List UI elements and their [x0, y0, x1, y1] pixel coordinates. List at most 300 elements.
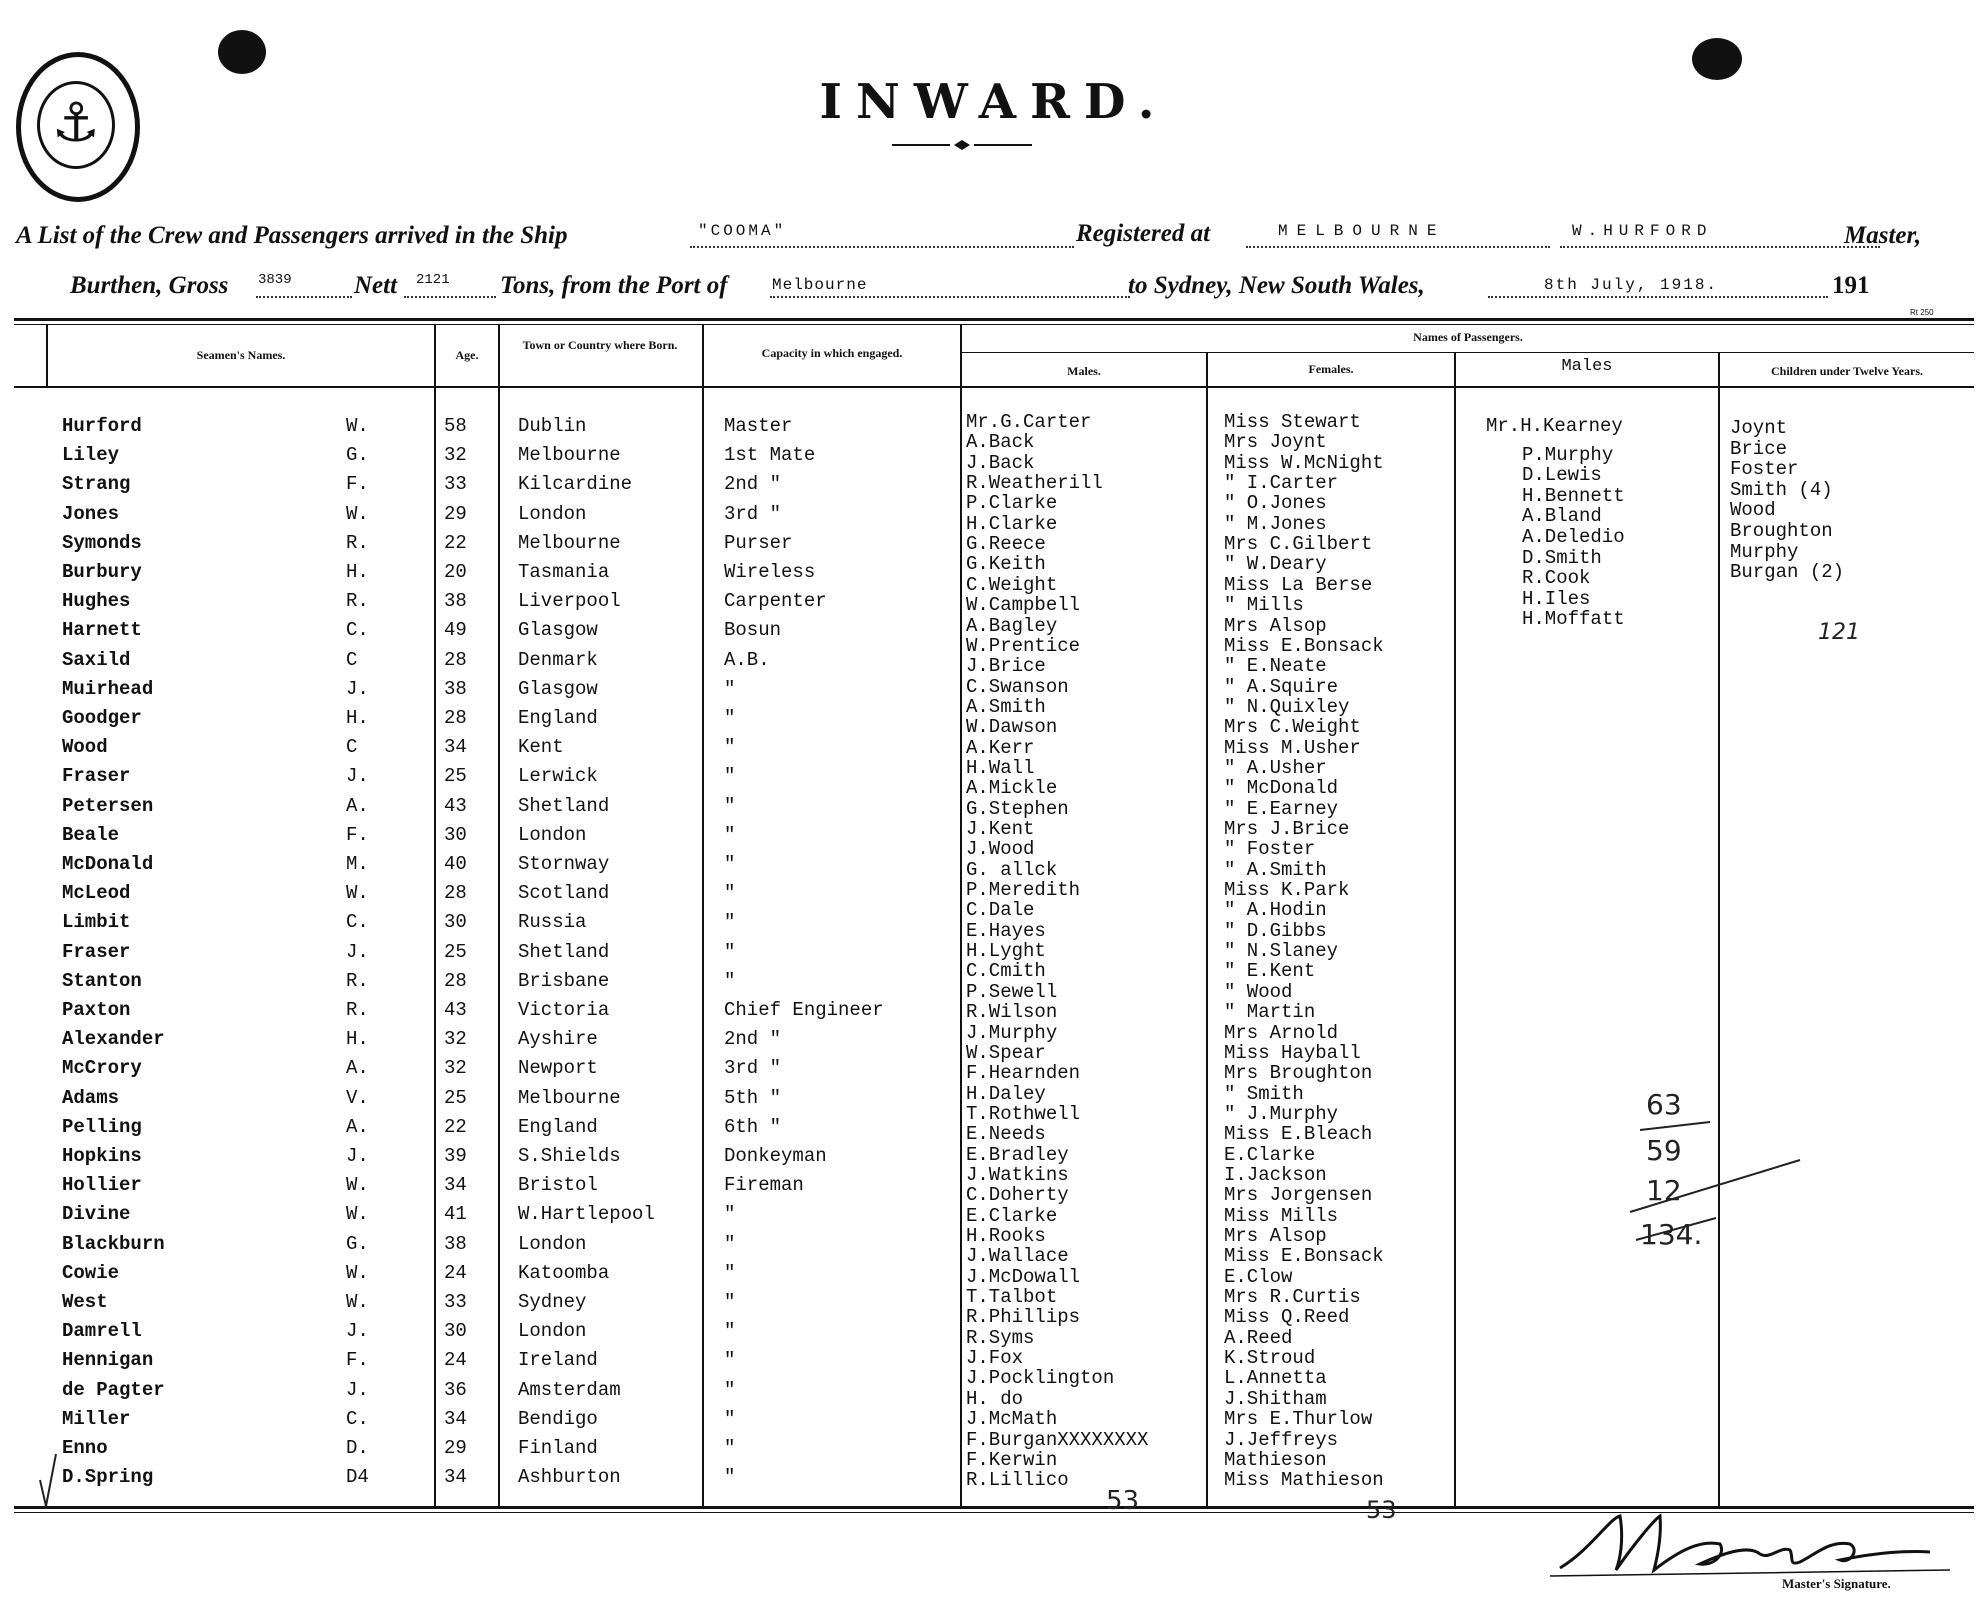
crew-capacity: ": [724, 1233, 736, 1255]
date-dotline: [1488, 296, 1828, 298]
crew-age: 49: [444, 619, 467, 641]
crew-age: 34: [444, 1174, 467, 1196]
crew-surname: Adams: [62, 1087, 120, 1109]
female-passenger: Miss E.Bleach: [1224, 1123, 1373, 1145]
crew-age: 43: [444, 795, 467, 817]
crew-initial: F.: [346, 824, 369, 846]
col-head-males-2: Males: [1561, 357, 1613, 376]
crew-initial: R.: [346, 590, 369, 612]
crew-surname: McLeod: [62, 882, 131, 904]
crew-capacity: 2nd ": [724, 1028, 782, 1050]
crew-surname: Harnett: [62, 619, 142, 641]
crew-birthplace: England: [518, 707, 598, 729]
crew-age: 25: [444, 1087, 467, 1109]
female-passenger: " Foster: [1224, 838, 1316, 860]
crew-surname: de Pagter: [62, 1379, 165, 1401]
male-passenger: J.Wallace: [966, 1245, 1069, 1267]
child-name: Joynt: [1730, 417, 1788, 439]
crew-birthplace: Ireland: [518, 1349, 598, 1371]
crew-birthplace: Lerwick: [518, 765, 598, 787]
male-passenger: C.Doherty: [966, 1184, 1069, 1206]
crew-birthplace: Shetland: [518, 795, 610, 817]
male-passenger: C.Dale: [966, 899, 1035, 921]
crew-birthplace: Bendigo: [518, 1408, 598, 1430]
crew-capacity: ": [724, 1320, 736, 1342]
female-passenger: Miss E.Bonsack: [1224, 1245, 1384, 1267]
gross-tonnage: 3839: [258, 272, 292, 288]
crew-age: 29: [444, 503, 467, 525]
crew-age: 36: [444, 1379, 467, 1401]
female-passenger: " N.Quixley: [1224, 696, 1350, 718]
crew-age: 28: [444, 970, 467, 992]
male-passenger-2: R.Cook: [1522, 567, 1591, 589]
crew-capacity: ": [724, 853, 736, 875]
crew-age: 28: [444, 707, 467, 729]
male-passenger: J.McDowall: [966, 1266, 1081, 1288]
crew-birthplace: Glasgow: [518, 619, 598, 641]
crew-capacity: ": [724, 795, 736, 817]
header-tons-text: Tons, from the Port of: [500, 272, 728, 299]
nett-tonnage: 2121: [416, 272, 450, 288]
crew-initial: W.: [346, 1262, 369, 1284]
master-signature-image: [1550, 1510, 1950, 1580]
crew-capacity: ": [724, 824, 736, 846]
crew-capacity: 2nd ": [724, 473, 782, 495]
male-passenger: F.BurganXXXXXXXX: [966, 1429, 1149, 1451]
crew-capacity: ": [724, 970, 736, 992]
crew-surname: Wood: [62, 736, 108, 758]
female-passenger: K.Stroud: [1224, 1347, 1316, 1369]
child-name: Brice: [1730, 438, 1788, 460]
crew-birthplace: London: [518, 824, 587, 846]
col-divider-3: [702, 324, 704, 1509]
crew-age: 25: [444, 765, 467, 787]
tally-12: 12: [1646, 1174, 1682, 1207]
crew-age: 20: [444, 561, 467, 583]
crew-birthplace: Denmark: [518, 649, 598, 671]
male-passenger: T.Rothwell: [966, 1103, 1081, 1125]
female-passenger: " W.Deary: [1224, 553, 1327, 575]
crew-capacity: Fireman: [724, 1174, 804, 1196]
male-passenger: W.Dawson: [966, 716, 1058, 738]
crew-age: 30: [444, 1320, 467, 1342]
tally-59: 59: [1646, 1134, 1682, 1167]
crew-initial: C.: [346, 619, 369, 641]
crew-surname: Strang: [62, 473, 131, 495]
col-divider-2: [498, 324, 500, 1509]
female-passenger: " D.Gibbs: [1224, 920, 1327, 942]
crew-birthplace: Newport: [518, 1057, 598, 1079]
male-passenger: H. do: [966, 1388, 1024, 1410]
header-registered-text: Registered at: [1076, 220, 1211, 247]
crew-birthplace: W.Hartlepool: [518, 1203, 655, 1225]
male-passenger: J.Watkins: [966, 1164, 1069, 1186]
male-passenger: C.Cmith: [966, 960, 1046, 982]
crew-age: 30: [444, 911, 467, 933]
crew-birthplace: Russia: [518, 911, 587, 933]
crew-initial: C: [346, 736, 358, 758]
male-passenger: R.Wilson: [966, 1001, 1058, 1023]
male-passenger: E.Clarke: [966, 1205, 1058, 1227]
crew-age: 32: [444, 444, 467, 466]
col-head-age: Age.: [455, 348, 479, 362]
crew-capacity: ": [724, 1466, 736, 1488]
crew-initial: W.: [346, 1203, 369, 1225]
male-passenger: H.Daley: [966, 1083, 1046, 1105]
female-passenger: Mrs R.Curtis: [1224, 1286, 1361, 1308]
ship-dotline: [690, 246, 1074, 248]
crew-surname: Limbit: [62, 911, 131, 933]
count-males-note: 53: [1106, 1486, 1140, 1516]
child-name: Burgan (2): [1730, 561, 1845, 583]
crew-initial: J.: [346, 1145, 369, 1167]
crew-age: 29: [444, 1437, 467, 1459]
male-passenger: J.Brice: [966, 655, 1046, 677]
crew-age: 43: [444, 999, 467, 1021]
crew-surname: Petersen: [62, 795, 154, 817]
male-passenger: J.Fox: [966, 1347, 1024, 1369]
crew-initial: W.: [346, 1291, 369, 1313]
crew-age: 41: [444, 1203, 467, 1225]
female-passenger: " Martin: [1224, 1001, 1316, 1023]
crew-age: 32: [444, 1028, 467, 1050]
female-passenger: Mathieson: [1224, 1449, 1327, 1471]
female-passenger: Miss M.Usher: [1224, 737, 1361, 759]
female-passenger: Mrs Jorgensen: [1224, 1184, 1373, 1206]
crew-initial: R.: [346, 999, 369, 1021]
title-ornament: [892, 140, 1032, 150]
crew-capacity: 3rd ": [724, 503, 782, 525]
header-list-text: A List of the Crew and Passengers arrived in the Ship: [16, 222, 568, 249]
female-passenger: " E.Neate: [1224, 655, 1327, 677]
crew-initial: H.: [346, 1028, 369, 1050]
crew-age: 24: [444, 1262, 467, 1284]
male-passenger: H.Clarke: [966, 513, 1058, 535]
female-passenger: Mrs Alsop: [1224, 1225, 1327, 1247]
header-nett-text: Nett: [354, 272, 398, 299]
crew-initial: A.: [346, 1057, 369, 1079]
crew-surname: Burbury: [62, 561, 142, 583]
col-head-passengers: Names of Passengers.: [1413, 330, 1523, 344]
male-passenger: P.Sewell: [966, 981, 1058, 1003]
crew-capacity: ": [724, 1291, 736, 1313]
crew-initial: G.: [346, 444, 369, 466]
crew-capacity: ": [724, 941, 736, 963]
female-passenger: E.Clow: [1224, 1266, 1293, 1288]
crew-birthplace: Shetland: [518, 941, 610, 963]
passengers-subhead-rule: [962, 352, 1974, 353]
female-passenger: " I.Carter: [1224, 472, 1339, 494]
crew-initial: F.: [346, 473, 369, 495]
crew-initial: J.: [346, 1379, 369, 1401]
crew-initial: J.: [346, 1320, 369, 1342]
crew-surname: Paxton: [62, 999, 131, 1021]
female-passenger: " A.Smith: [1224, 859, 1327, 881]
male-passenger: F.Hearnden: [966, 1062, 1081, 1084]
master-name: W.HURFORD: [1572, 222, 1713, 240]
col-divider-7: [1718, 352, 1720, 1509]
crew-age: 34: [444, 736, 467, 758]
male-passenger-2: A.Deledio: [1522, 526, 1625, 548]
female-passenger: Mrs C.Weight: [1224, 716, 1361, 738]
female-passenger: " A.Usher: [1224, 757, 1327, 779]
crew-surname: Liley: [62, 444, 120, 466]
header-burthen-text: Burthen, Gross: [70, 272, 229, 299]
child-name: Wood: [1730, 499, 1776, 521]
male-passenger: C.Swanson: [966, 676, 1069, 698]
crew-birthplace: Kent: [518, 736, 564, 758]
female-passenger: " A.Squire: [1224, 676, 1339, 698]
crew-capacity: ": [724, 1408, 736, 1430]
crew-surname: Hughes: [62, 590, 131, 612]
male-passenger: J.Pocklington: [966, 1367, 1115, 1389]
crew-birthplace: Tasmania: [518, 561, 610, 583]
departure-port: Melbourne: [772, 276, 868, 294]
female-passenger: I.Jackson: [1224, 1164, 1327, 1186]
crew-surname: Jones: [62, 503, 120, 525]
male-passenger: J.Wood: [966, 838, 1035, 860]
crew-initial: V.: [346, 1087, 369, 1109]
female-passenger: " Wood: [1224, 981, 1293, 1003]
crew-birthplace: Melbourne: [518, 532, 621, 554]
crew-surname: Alexander: [62, 1028, 165, 1050]
male-passenger: E.Needs: [966, 1123, 1046, 1145]
crew-birthplace: London: [518, 1233, 587, 1255]
col-head-females: Females.: [1308, 362, 1354, 376]
crew-capacity: 5th ": [724, 1087, 782, 1109]
col-head-males: Males.: [1067, 364, 1101, 378]
male-passenger-2: H.Iles: [1522, 588, 1591, 610]
male-passenger: H.Lyght: [966, 940, 1046, 962]
male-passenger: W.Prentice: [966, 635, 1081, 657]
crew-birthplace: Bristol: [518, 1174, 598, 1196]
crew-surname: Cowie: [62, 1262, 120, 1284]
tally-63: 63: [1646, 1088, 1682, 1121]
crew-age: 33: [444, 1291, 467, 1313]
crew-surname: West: [62, 1291, 108, 1313]
crew-birthplace: Dublin: [518, 415, 587, 437]
checkmark-icon: [36, 1450, 60, 1510]
child-name: Smith (4): [1730, 479, 1833, 501]
male-passenger: P.Clarke: [966, 492, 1058, 514]
female-passenger: " E.Earney: [1224, 798, 1339, 820]
crew-capacity: ": [724, 678, 736, 700]
male-passenger: F.Kerwin: [966, 1449, 1058, 1471]
crew-surname: Hollier: [62, 1174, 142, 1196]
female-passenger: Miss Mathieson: [1224, 1469, 1384, 1491]
male-passenger: H.Wall: [966, 757, 1035, 779]
female-passenger: L.Annetta: [1224, 1367, 1327, 1389]
crew-capacity: ": [724, 1349, 736, 1371]
crew-birthplace: England: [518, 1116, 598, 1138]
male-passenger: R.Lillico: [966, 1469, 1069, 1491]
crew-initial: A.: [346, 1116, 369, 1138]
crew-surname: Hennigan: [62, 1349, 154, 1371]
tally-134: 134.: [1640, 1218, 1703, 1251]
crew-initial: H.: [346, 707, 369, 729]
count-females-note: 53: [1366, 1496, 1397, 1524]
crew-capacity: Bosun: [724, 619, 782, 641]
female-passenger: Miss Hayball: [1224, 1042, 1361, 1064]
crew-capacity: Chief Engineer: [724, 999, 884, 1021]
female-passenger: Miss W.McNight: [1224, 452, 1384, 474]
male-passenger: R.Weatherill: [966, 472, 1103, 494]
male-passenger: W.Campbell: [966, 594, 1081, 616]
crew-age: 34: [444, 1408, 467, 1430]
male-passenger: G.Stephen: [966, 798, 1069, 820]
form-code: Rt 250: [1910, 308, 1934, 317]
female-passenger: " O.Jones: [1224, 492, 1327, 514]
crew-capacity: ": [724, 1437, 736, 1459]
header-bottom-rule: [14, 386, 1974, 388]
female-passenger: " Mills: [1224, 594, 1304, 616]
crew-birthplace: Katoomba: [518, 1262, 610, 1284]
male-passenger-2: Mr.H.Kearney: [1486, 415, 1623, 437]
female-passenger: " E.Kent: [1224, 960, 1316, 982]
crew-capacity: ": [724, 1203, 736, 1225]
crew-capacity: 1st Mate: [724, 444, 816, 466]
crew-initial: J.: [346, 678, 369, 700]
female-passenger: " M.Jones: [1224, 513, 1327, 535]
col-head-children: Children under Twelve Years.: [1770, 364, 1923, 378]
crew-initial: D4: [346, 1466, 369, 1488]
port-dotline: [770, 296, 1130, 298]
crew-surname: Goodger: [62, 707, 142, 729]
crew-surname: Divine: [62, 1203, 131, 1225]
female-passenger: E.Clarke: [1224, 1144, 1316, 1166]
female-passenger: Miss E.Bonsack: [1224, 635, 1384, 657]
arrival-date: 8th July, 1918.: [1544, 276, 1719, 294]
male-passenger: R.Syms: [966, 1327, 1035, 1349]
crew-surname: Symonds: [62, 532, 142, 554]
crew-initial: A.: [346, 795, 369, 817]
crew-age: 34: [444, 1466, 467, 1488]
crew-age: 38: [444, 590, 467, 612]
crew-birthplace: Ashburton: [518, 1466, 621, 1488]
document-title: INWARD.: [819, 74, 1169, 130]
crew-age: 30: [444, 824, 467, 846]
female-passenger: Mrs Alsop: [1224, 615, 1327, 637]
female-passenger: Mrs C.Gilbert: [1224, 533, 1373, 555]
crew-birthplace: London: [518, 1320, 587, 1342]
col-divider-4: [960, 324, 962, 1509]
crew-surname: Fraser: [62, 765, 131, 787]
crew-birthplace: Melbourne: [518, 444, 621, 466]
crew-capacity: Master: [724, 415, 793, 437]
crew-age: 32: [444, 1057, 467, 1079]
crew-initial: W.: [346, 415, 369, 437]
crew-age: 39: [444, 1145, 467, 1167]
crew-initial: W.: [346, 503, 369, 525]
crew-surname: Hopkins: [62, 1145, 142, 1167]
col-divider-1: [434, 324, 436, 1509]
crew-surname: McCrory: [62, 1057, 142, 1079]
crew-capacity: ": [724, 1262, 736, 1284]
crew-age: 38: [444, 678, 467, 700]
table-bottom-rule-1: [14, 1506, 1974, 1509]
crew-age: 22: [444, 1116, 467, 1138]
crew-initial: J.: [346, 765, 369, 787]
crew-birthplace: Melbourne: [518, 1087, 621, 1109]
crew-initial: G.: [346, 1233, 369, 1255]
col-divider-6: [1454, 352, 1456, 1509]
crew-capacity: Purser: [724, 532, 793, 554]
crew-surname: Pelling: [62, 1116, 142, 1138]
crew-capacity: A.B.: [724, 649, 770, 671]
col-head-capacity: Capacity in which engaged.: [761, 346, 903, 360]
male-passenger-2: D.Smith: [1522, 547, 1602, 569]
crew-surname: Enno: [62, 1437, 108, 1459]
col-head-born: Town or Country where Born.: [522, 338, 678, 352]
male-passenger: E.Bradley: [966, 1144, 1069, 1166]
crew-initial: H.: [346, 561, 369, 583]
crew-age: 58: [444, 415, 467, 437]
crew-capacity: 3rd ": [724, 1057, 782, 1079]
crew-age: 40: [444, 853, 467, 875]
child-name: Murphy: [1730, 541, 1799, 563]
crew-birthplace: Finland: [518, 1437, 598, 1459]
male-passenger: Mr.G.Carter: [966, 411, 1092, 433]
crew-surname: Miller: [62, 1408, 131, 1430]
crew-birthplace: Liverpool: [518, 590, 621, 612]
crew-surname: D.Spring: [62, 1466, 154, 1488]
crew-initial: C: [346, 649, 358, 671]
female-passenger: Mrs J.Brice: [1224, 818, 1350, 840]
crew-birthplace: Victoria: [518, 999, 610, 1021]
crew-capacity: ": [724, 911, 736, 933]
registered-dotline: [1246, 246, 1550, 248]
male-passenger: J.Back: [966, 452, 1035, 474]
crew-capacity: Donkeyman: [724, 1145, 827, 1167]
signature-label: Master's Signature.: [1782, 1576, 1891, 1591]
crew-capacity: ": [724, 707, 736, 729]
registered-port: MELBOURNE: [1278, 222, 1446, 240]
male-passenger: A.Bagley: [966, 615, 1058, 637]
crew-surname: Saxild: [62, 649, 131, 671]
male-passenger: G.Keith: [966, 553, 1046, 575]
col-divider-5: [1206, 352, 1208, 1509]
crew-initial: D.: [346, 1437, 369, 1459]
crew-age: 28: [444, 882, 467, 904]
crew-capacity: ": [724, 1379, 736, 1401]
crew-initial: M.: [346, 853, 369, 875]
female-passenger: J.Jeffreys: [1224, 1429, 1339, 1451]
female-passenger: J.Shitham: [1224, 1388, 1327, 1410]
male-passenger: A.Smith: [966, 696, 1046, 718]
crew-surname: Damrell: [62, 1320, 142, 1342]
crew-capacity: 6th ": [724, 1116, 782, 1138]
mark-121-note: 121: [1818, 620, 1860, 645]
crew-surname: Stanton: [62, 970, 142, 992]
header-master-text: Master,: [1844, 222, 1922, 249]
table-top-rule-2: [14, 324, 1974, 325]
male-passenger: A.Mickle: [966, 777, 1058, 799]
crew-surname: McDonald: [62, 853, 154, 875]
nett-dotline: [404, 296, 496, 298]
crew-birthplace: Ayshire: [518, 1028, 598, 1050]
crew-capacity: ": [724, 882, 736, 904]
male-passenger: J.Murphy: [966, 1022, 1058, 1044]
header-sydney-text: to Sydney, New South Wales,: [1128, 272, 1425, 299]
master-dotline: [1560, 246, 1880, 248]
crew-initial: W.: [346, 1174, 369, 1196]
male-passenger: G. allck: [966, 859, 1058, 881]
child-name: Broughton: [1730, 520, 1833, 542]
crew-surname: Muirhead: [62, 678, 154, 700]
crew-initial: F.: [346, 1349, 369, 1371]
crew-age: 38: [444, 1233, 467, 1255]
crew-age: 33: [444, 473, 467, 495]
